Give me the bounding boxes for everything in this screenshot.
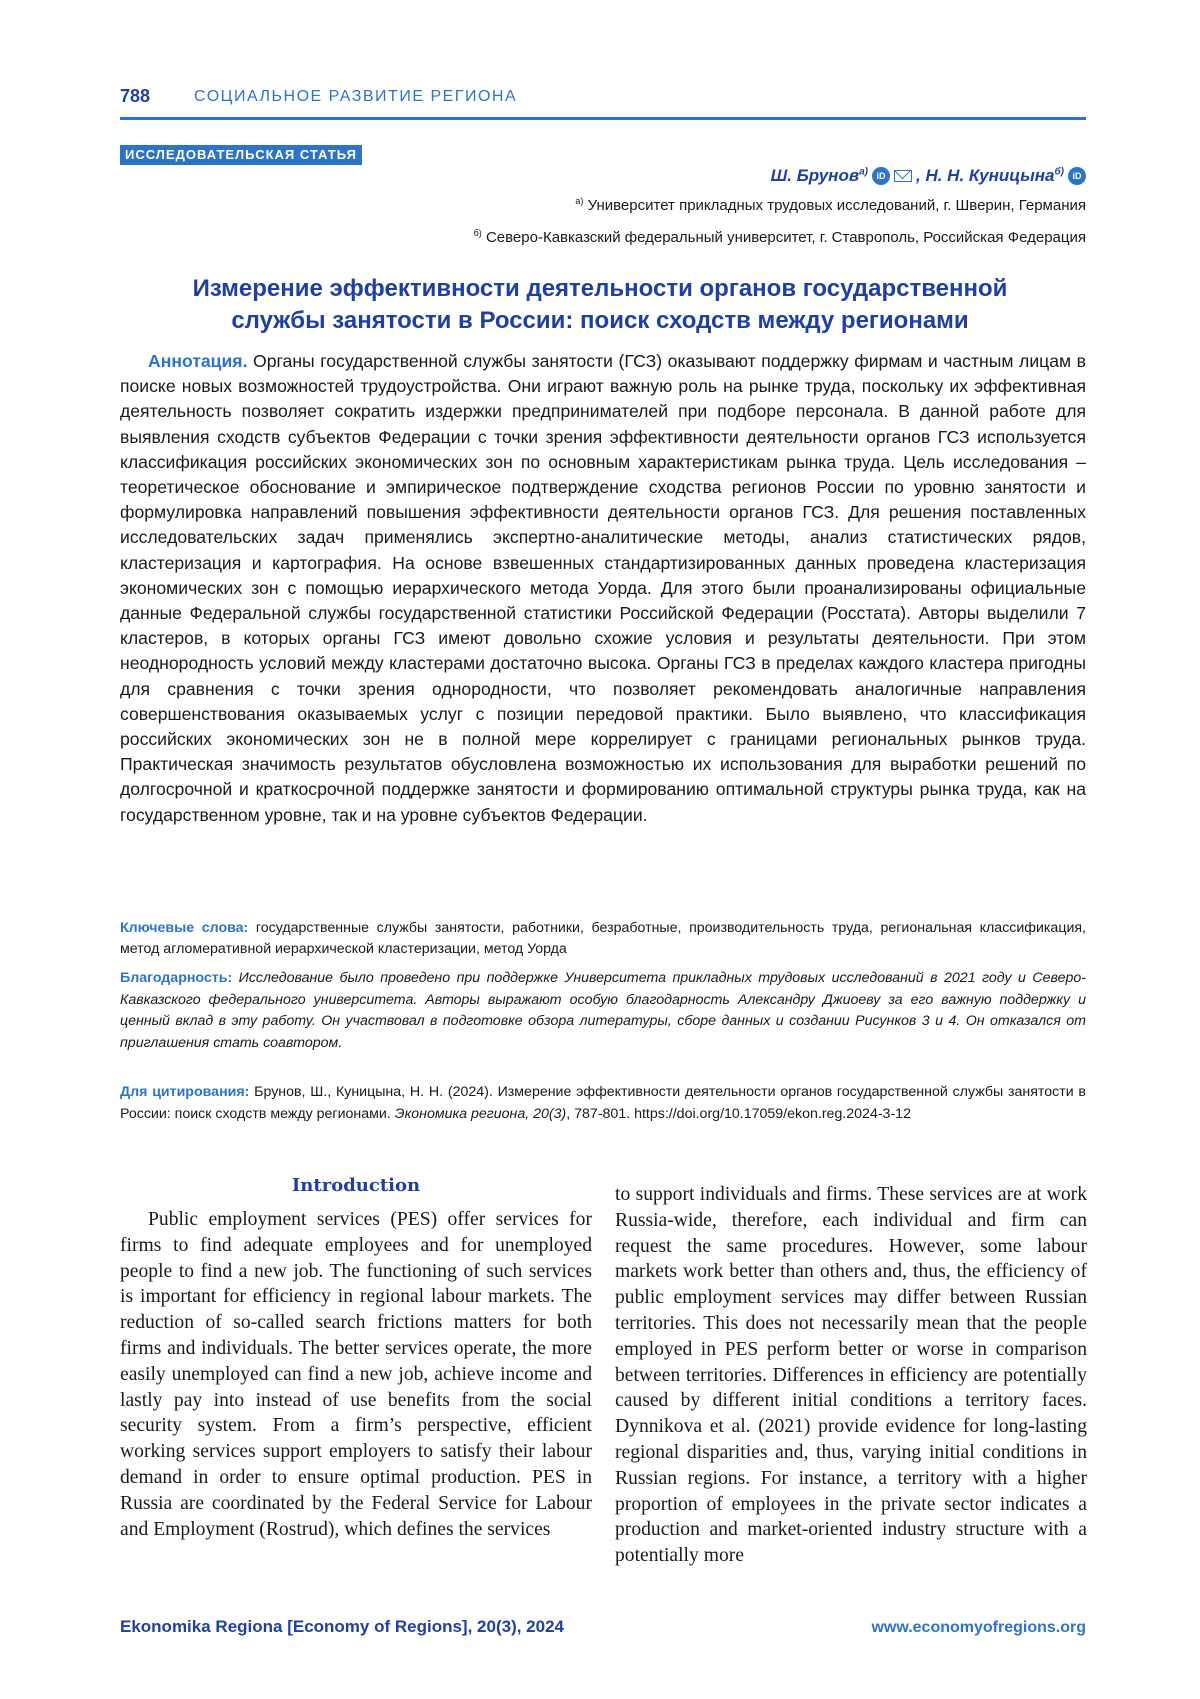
acknowledgment-text: Исследование было проведено при поддержке Университета прикладных трудовых исследований в 2021 году и Северо-Кавказского федерального университета. Авторы выражают особую благодарность Александру Джиоеву за его важную поддержку и ценный вклад в эту работу. Он участвовал в подготовке обзора литературы, сборе данных и создании Рисунков 3 и 4. Он отказался от приглашения стать соавтором. [120,970,1086,1051]
email-icon[interactable] [894,170,912,182]
running-header [120,86,1086,110]
orcid-icon[interactable]: iD [872,167,890,185]
citation-journal: Экономика региона, 20(3) [394,1105,567,1122]
keywords [120,918,1086,960]
page-number: 788 [120,86,151,106]
body-column-right: to support individuals and firms. These services are at work Russia-wide, therefore, each individual and firm can request the same procedures. However, some labour markets work better than others and, thus, the efficiency of public employment services may differ between Russian territories. This does not necessarily mean that the people employed in PES perform better or worse in comparison between territories. Differences in efficiency are potentially caused by different initial conditions a territory faces. Dynnikova et al. (2021) provide evidence for long-lasting regional disparities and, thus, varying initial conditions in Russian regions. For instance, a territory with a higher proportion of employees in the private sector indicates a production and market-oriented industry structure with a potentially more [615,1184,1087,1567]
affiliation-1: $^{а)}$ Университет прикладных трудовых исследований, г. Шверин, Германия [575,196,1086,214]
orcid-icon[interactable]: iD [1068,167,1086,185]
article-type-badge: ИССЛЕДОВАТЕЛЬСКАЯ СТАТЬЯ [120,145,362,165]
author-line [771,166,1086,186]
citation-label: Для цитирования: [120,1084,250,1100]
keywords-text: государственные службы занятости, работники, безработные, производительность труда, региональная классификация, метод агломеративной иерархической кластеризации, метод Уорда [120,920,1086,957]
citation-text: Брунов, Ш., Куницына, Н. Н. (2024). Измерение эффективности деятельности органов государственной службы занятости в России: поиск сходств между регионами. [120,1084,1086,1122]
body-column-left: Public employment services (PES) offer services for firms to find adequate employees and for unemployed people to find a new job. The functioning of such services is important for efficiency in regional labour markets. The reduction of so-called search frictions matters for both firms and individuals. The better services operate, the more easily unemployed can find a new job, achieve income and lastly pay into instead of use benefits from the social security system. From a firm’s perspective, efficient working services support employers to satisfy their labour demand in order to ensure optimal production. PES in Russia are coordinated by the Federal Service for Labour and Employment (Rostrud), which defines the services [120,1209,592,1540]
acknowledgment [120,968,1086,1054]
article-title: Измерение эффективности деятельности органов государственной службы занятости в России: поиск сходств между регионами [192,275,1008,334]
header-divider [120,117,1086,120]
abstract-text: Органы государственной службы занятости (ГСЗ) оказывают поддержку фирмам и частным лицам в поиске новых возможностей трудоустройства. Они играют важную роль на рынке труда, поскольку их эффективная деятельность позволяет сократить издержки предпринимателей при подборе персонала. В данной работе для выявления сходств субъектов Федерации с точки зрения эффективности деятельности органов ГСЗ используется классификация российских экономических зон по основным характеристикам рынка труда. Цель исследования – теоретическое обоснование и эмпирическое подтверждение сходства регионов России по уровню занятости и формулировка направлений повышения эффективности деятельности органов ГСЗ. Для решения поставленных исследовательских задач применялись экспертно-аналитические методы, анализ статистических рядов, кластеризация и картография. На основе взвешенных стандартизированных данных проведена кластеризация экономических зон с помощью иерархического метода Уорда. Для этого были проанализированы официальные данные Федеральной службы государственной статистики Российской Федерации (Росстата). Авторы выделили 7 кластеров, в которых органы ГСЗ имеют довольно схожие условия и результаты деятельности. При этом неоднородность условий между кластерами достаточно высока. Органы ГСЗ в пределах каждого кластера пригодны для сравнения с точки зрения однородности, что позволяет рекомендовать аналогичные направления совершенствования оказываемых услуг с позиции передовой практики. Было выявлено, что классификация российских экономических зон не в полной мере коррелирует с границами региональных рынков труда. Практическая значимость результатов обусловлена возможностью их использования для выработки решений по долгосрочной и краткосрочной поддержке занятости и формированию оптимальной структуры рынка труда, как на государственном уровне, так и на уровне субъектов Федерации. [120,351,1086,825]
acknowledgment-label: Благодарность: [120,970,233,986]
abstract [120,349,1086,828]
citation-doi[interactable]: , 787-801. https://doi.org/10.17059/ekon.reg.2024-3-12 [566,1105,911,1122]
section-heading-introduction: Introduction [291,1175,421,1196]
keywords-label: Ключевые слова: [120,920,249,936]
footer-website-link[interactable]: www.economyofregions.org [871,1619,1086,1636]
author-1[interactable]: Ш. Брунов$^{а)}$ [770,166,869,185]
journal-section: СОЦИАЛЬНОЕ РАЗВИТИЕ РЕГИОНА [194,88,518,105]
affiliation-2: $^{б)}$ Северо-Кавказский федеральный университет, г. Ставрополь, Российская Федерация [473,228,1086,246]
citation [120,1082,1086,1125]
author-2[interactable]: , Н. Н. Куницына$^{б)}$ [916,166,1064,185]
abstract-label: Аннотация. [148,351,248,371]
footer-journal: Ekonomika Regiona [Economy of Regions], 20(3), 2024 [120,1617,564,1636]
